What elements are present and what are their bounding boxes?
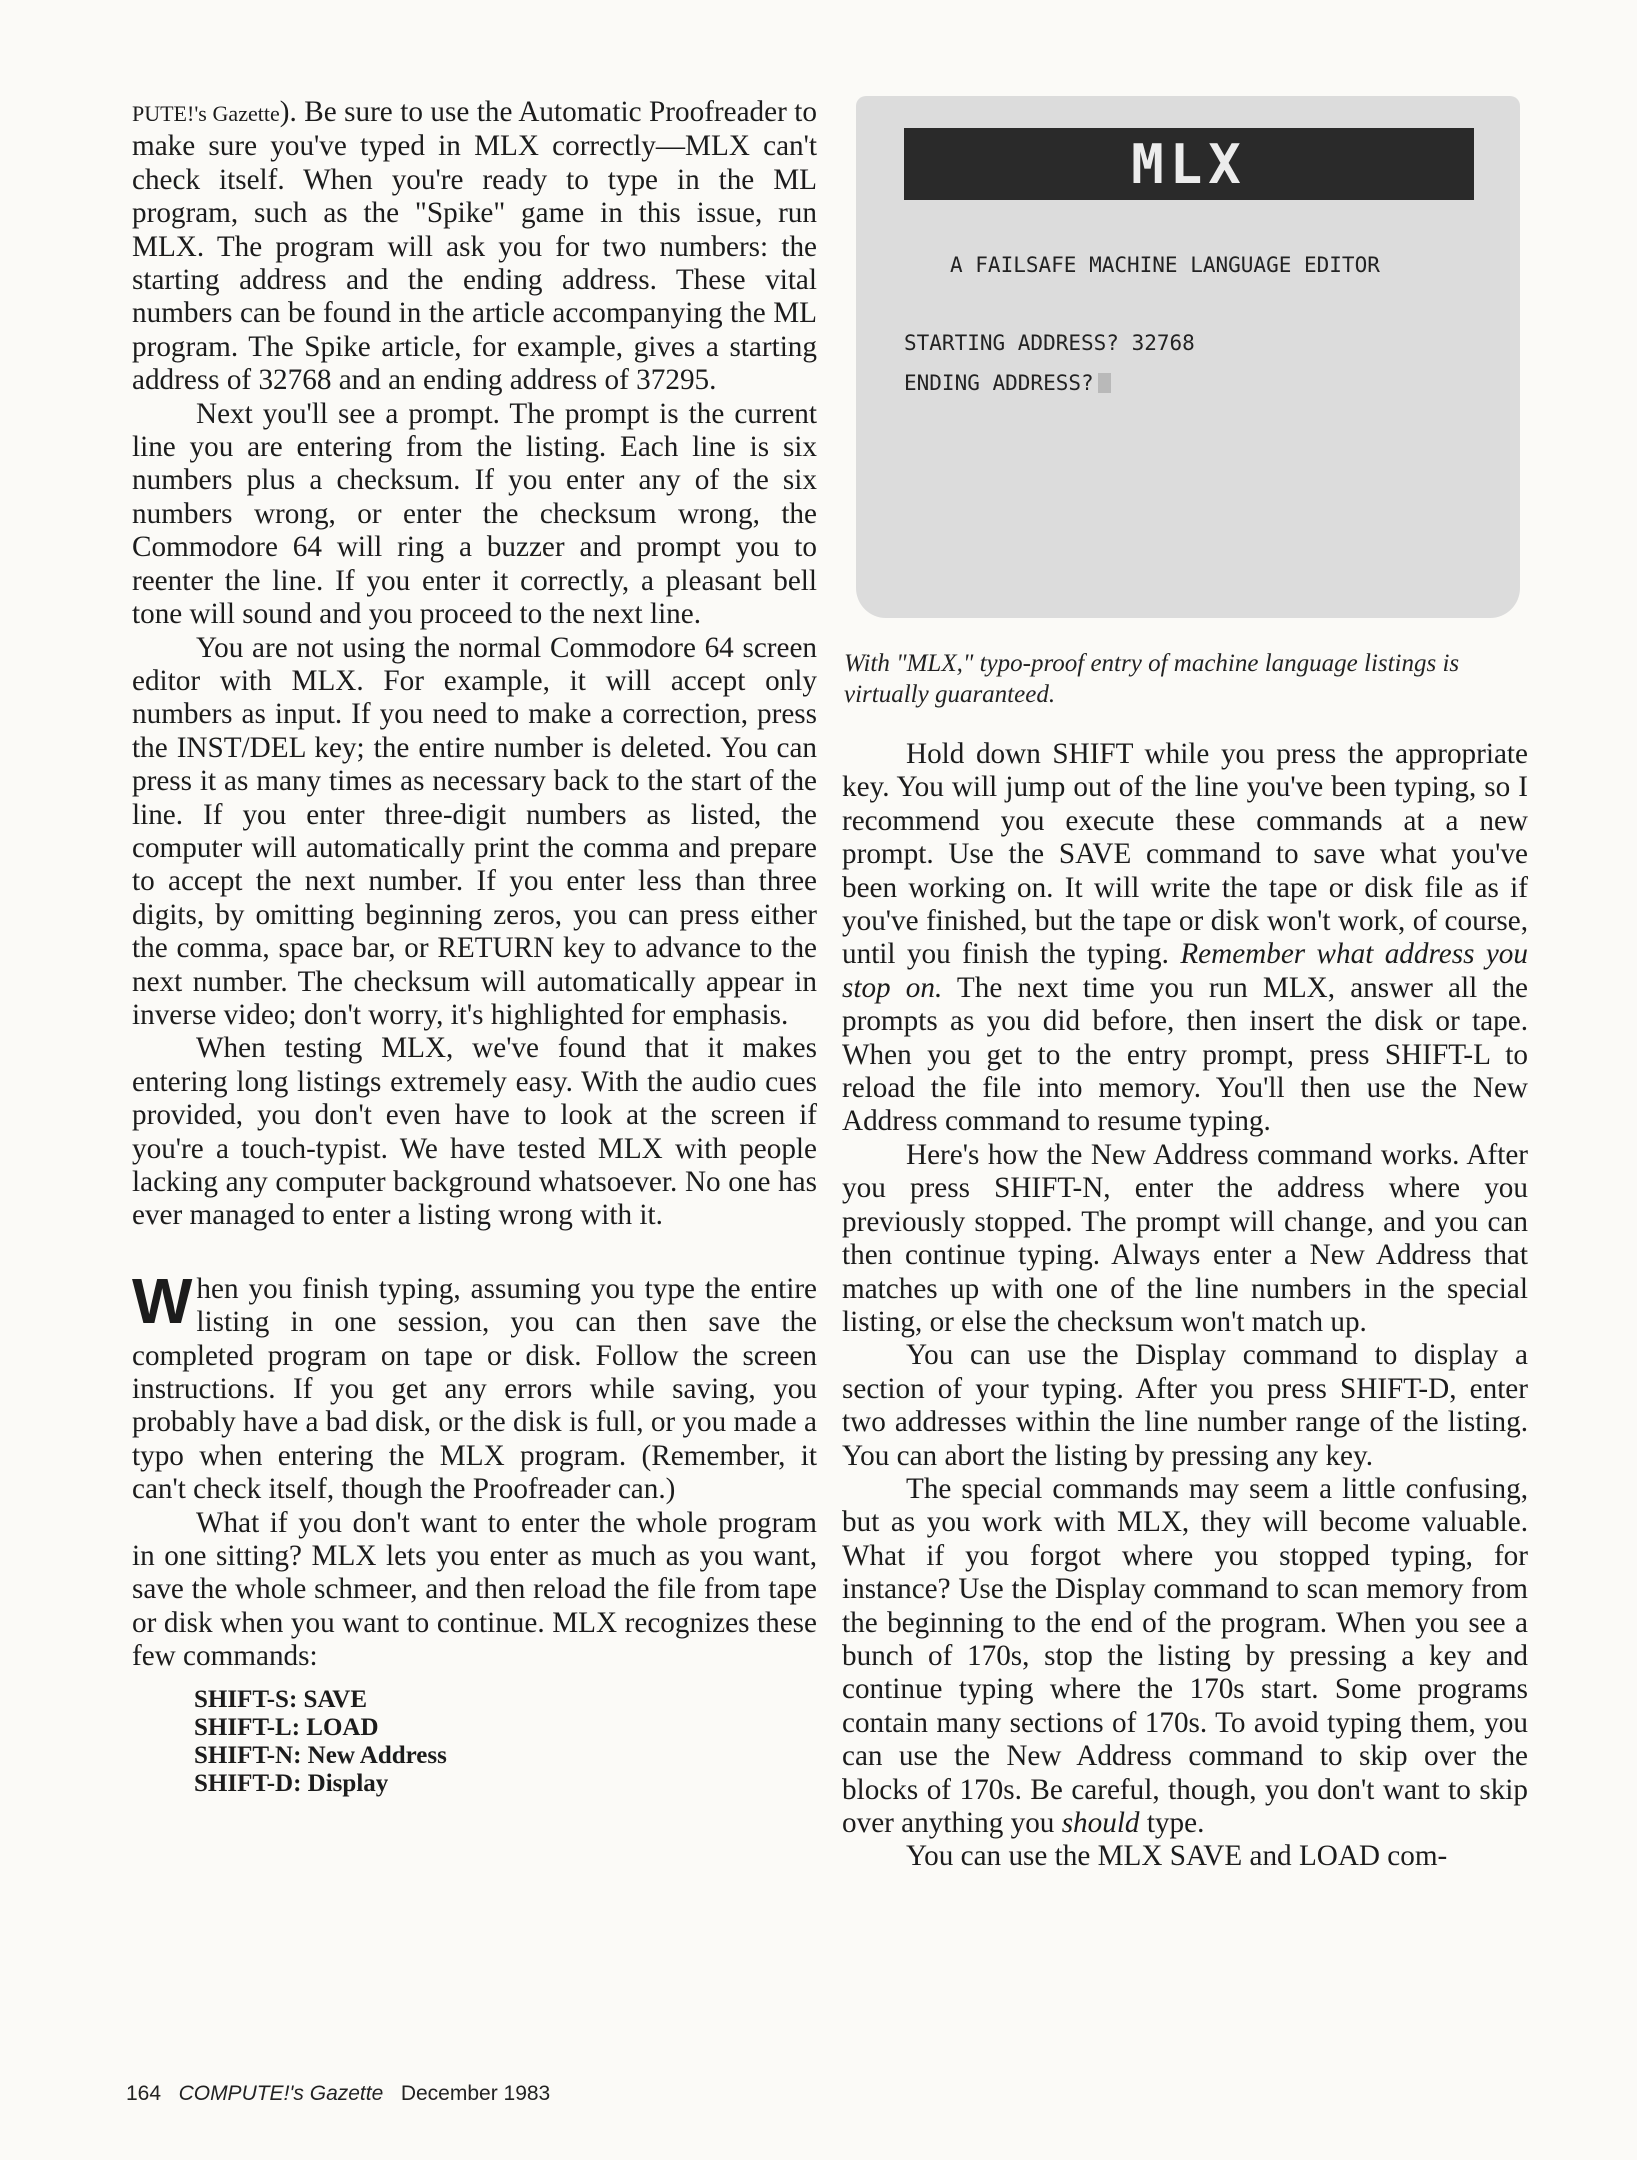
screen-start-prompt: STARTING ADDRESS? 32768: [904, 331, 1195, 355]
mlx-banner: MLX: [904, 128, 1474, 200]
paragraph-new-address: Here's how the New Address command works. After you press SHIFT-N, enter the address where you previously stopped. The prompt will change, and you can then continue typing. Always enter a New Address that matches up with one of the line numbers in the special listing, or else the checksum won't match up.: [842, 1138, 1528, 1338]
command-load: SHIFT-L: LOAD: [194, 1713, 379, 1741]
paragraph-special-commands: [842, 1473, 1528, 1840]
paragraph-text: The next time you run MLX, answer all the prompts as you did before, then insert the disk or tape. When you get to the entry prompt, press SHIFT-L to reload the file into memory. You'll then use the New Address command to resume typing.: [842, 971, 1528, 1138]
end-prompt-text: ENDING ADDRESS?: [904, 371, 1094, 395]
paragraph-text: type.: [1139, 1807, 1205, 1839]
figure-caption: With "MLX," typo-proof entry of machine language listings is virtually guaranteed.: [844, 650, 1460, 708]
paragraph-finish: [132, 1264, 817, 1507]
paragraph-shift: [842, 738, 1528, 1139]
left-column: [132, 96, 817, 1798]
paragraph-text: ). Be sure to use the Automatic Proofreader to make sure you've typed in MLX correctly—MLX can't check itself. When you're ready to type in the ML program, such as the "Spike" game in this issue, run MLX. The program will ask you for two numbers: the starting address and the ending address. These vital numbers can be found in the article accompanying the ML program. The Spike article, for example, gives a starting address of 32768 and an ending address of 37295.: [132, 96, 817, 397]
paragraph-text: The special commands may seem a little confusing, but as you work with MLX, they will become valuable. What if you forgot where you stopped typing, for instance? Use the Display command to scan memory from the beginning to the end of the program. When you see a bunch of 170s, stop the listing by pressing a key and continue typing where the 170s start. Some programs contain many sections of 170s. To avoid typing them, you can use the New Address command to skip over the blocks of 170s. Be careful, though, you don't want to skip over anything you: [842, 1472, 1528, 1839]
screen-subtitle: A FAILSAFE MACHINE LANGUAGE EDITOR: [950, 253, 1380, 277]
paragraph-text: Hold down SHIFT while you press the appropriate key. You will jump out of the line you've been typing, so I recommend you execute these commands at a new prompt. Use the SAVE command to save what you've been working on. It will write the tape or disk file as if you've finished, but the tape or disk won't work, of course, until you finish the typing.: [842, 738, 1528, 971]
command-display: SHIFT-D: Display: [194, 1769, 389, 1797]
footer-magazine: COMPUTE!'s Gazette: [178, 2082, 384, 2105]
emphasis-text: should: [1061, 1807, 1140, 1839]
paragraph-continuation: [132, 96, 817, 398]
paragraph-testing: When testing MLX, we've found that it makes entering long listings extremely easy. With the audio cues provided, you don't even have to look at the screen if you're a touch-typist. We have tested MLX with people lacking any computer background whatsoever. No one has ever managed to enter a listing wrong with it.: [132, 1032, 817, 1232]
command-save: SHIFT-S: SAVE: [194, 1685, 367, 1713]
page-footer: [126, 2082, 550, 2106]
paragraph-prompt: Next you'll see a prompt. The prompt is the current line you are entering from the listing. Each line is six numbers plus a checksum. If you enter any of the six numbers wrong, or enter the checksum wrong, the Commodore 64 will ring a buzzer and prompt you to reenter the line. If you enter it correctly, a pleasant bell tone will sound and you proceed to the next line.: [132, 397, 817, 631]
command-list: [194, 1686, 817, 1798]
screen-end-prompt: [904, 371, 1111, 395]
drop-cap: W: [132, 1264, 193, 1337]
paragraph-save-load: You can use the MLX SAVE and LOAD com-: [906, 1840, 1448, 1873]
cursor-block: [1098, 373, 1111, 393]
paragraph-display: You can use the Display command to display a section of your typing. After you press SHIFT-D, enter two addresses within the line number range of the listing. You can abort the listing by pressing any key.: [842, 1339, 1528, 1472]
paragraph-text: hen you finish typing, assuming you type the entire listing in one session, you can then save the completed program on tape or disk. Follow the screen instructions. If you get any errors while saving, you probably have a bad disk, or the disk is full, or you made a typo when entering the MLX program. (Remember, it can't check itself, though the Proofreader can.): [132, 1272, 817, 1506]
right-column: [842, 738, 1528, 1874]
page-number: 164: [126, 2082, 162, 2105]
footer-date: December 1983: [400, 2082, 551, 2105]
magazine-name-fragment: PUTE!'s Gazette: [132, 101, 280, 126]
paragraph-sitting: What if you don't want to enter the whole program in one sitting? MLX lets you enter as much as you want, save the whole schmeer, and then reload the file from tape or disk when you want to continue. MLX recognizes these few commands:: [132, 1506, 817, 1673]
paragraph-editor: You are not using the normal Commodore 64 screen editor with MLX. For example, it will accept only numbers as input. If you need to make a correction, press the INST/DEL key; the entire number is deleted. You can press it as many times as necessary back to the start of the line. If you enter three-digit numbers as listed, the computer will automatically print the comma and prepare to accept the next number. If you enter less than three digits, by omitting beginning zeros, you can press either the comma, space bar, or RETURN key to advance to the next number. The checksum will automatically appear in inverse video; don't worry, it's highlighted for emphasis.: [132, 631, 817, 1031]
command-new-address: SHIFT-N: New Address: [194, 1741, 447, 1769]
emphasis-text: Remember what address you stop on.: [842, 938, 1528, 1004]
